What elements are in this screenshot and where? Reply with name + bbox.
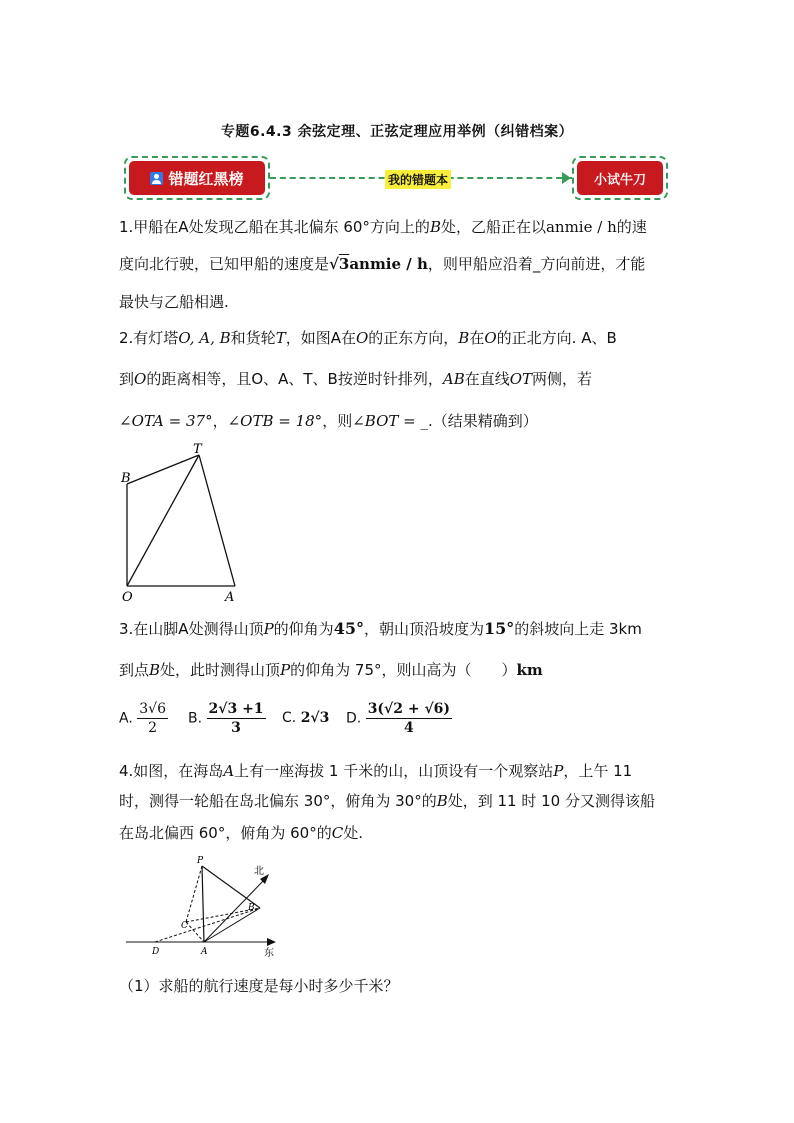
q2-line-1: 2.有灯塔O, A, B和货轮T，如图A在O的正东方向，B在O的正北方向. A、B [119,329,617,347]
q4-fig-label-east: 东 [264,948,274,959]
q4-fig-label-p: P [197,856,204,866]
q4-line-1: 4.如图，在海岛A上有一座海拔 1 千米的山，山顶设有一个观察站P，上午 11 [119,762,633,780]
q4-line-2: 时，测得一轮船在岛北偏东 30°，俯角为 30°的B处，到 11 时 10 分又测得该船 [119,792,655,810]
q3-option-c[interactable]: C. 2√3 [282,710,330,726]
try-it-banner[interactable] [572,156,668,200]
q4-fig-label-c: C [181,921,188,931]
user-icon [150,172,163,185]
arrow-right-icon [562,172,571,184]
q4-line-3: 在岛北偏西 60°，俯角为 60°的C处. [119,824,363,842]
q4-fig-label-b: B [248,903,255,913]
q4-figure [124,850,284,962]
q4-fig-label-d: D [152,947,160,957]
q2-fig-label-o: O [122,590,133,605]
wrong-list-label: 错题红黑榜 [168,169,244,188]
q2-fig-label-b: B [121,471,131,486]
q2-fig-label-a: A [225,590,235,605]
q3-line-1: 3.在山脚A处测得山顶P的仰角为45°，朝山顶沿坡度为15°的斜坡向上走 3km [119,619,642,638]
q3-option-d[interactable]: D. $\frac{3(√2 + √6)}{4}$ [346,701,451,736]
q3-option-b[interactable]: B. $\frac{2√3 +1}{3}$ [188,701,264,736]
q1-line-3: 最快与乙船相遇. [119,293,229,311]
q2-line-2: 到O的距离相等，且O、A、T、B按逆时针排列，AB在直线OT两侧，若 [119,370,593,388]
q3-line-2: 到点B处，此时测得山顶P的仰角为 75°，则山高为（ ）km [119,661,543,679]
q2-figure [115,440,250,605]
try-it-label: 小试牛刀 [593,172,646,188]
q1-line-2: 度向北行驶，已知甲船的速度是√3anmie / h，则甲船应沿着_方向前进，才能 [119,255,646,273]
q4-fig-label-north: 北 [254,866,264,877]
q1-line-1: 1.甲船在A处发现乙船在其北偏东 60°方向上的B处，乙船正在以anmie / h的速 [119,218,647,236]
page-title: 专题6.4.3 余弦定理、正弦定理应用举例（纠错档案） [220,124,574,140]
mistake-book-tag: 我的错题本 [385,170,451,189]
q4-fig-label-a: A [201,947,208,957]
q4-sub-question-1: （1）求船的航行速度是每小时多少千米？ [119,977,399,995]
q2-line-3: ∠OTA = 37°，∠OTB = 18°，则∠BOT = _.（结果精确到） [119,412,538,430]
q3-option-a[interactable]: A. $\frac{3√6}{2}$ [119,701,166,736]
q2-fig-label-t: T [193,442,202,457]
wrong-list-banner[interactable] [124,156,270,200]
